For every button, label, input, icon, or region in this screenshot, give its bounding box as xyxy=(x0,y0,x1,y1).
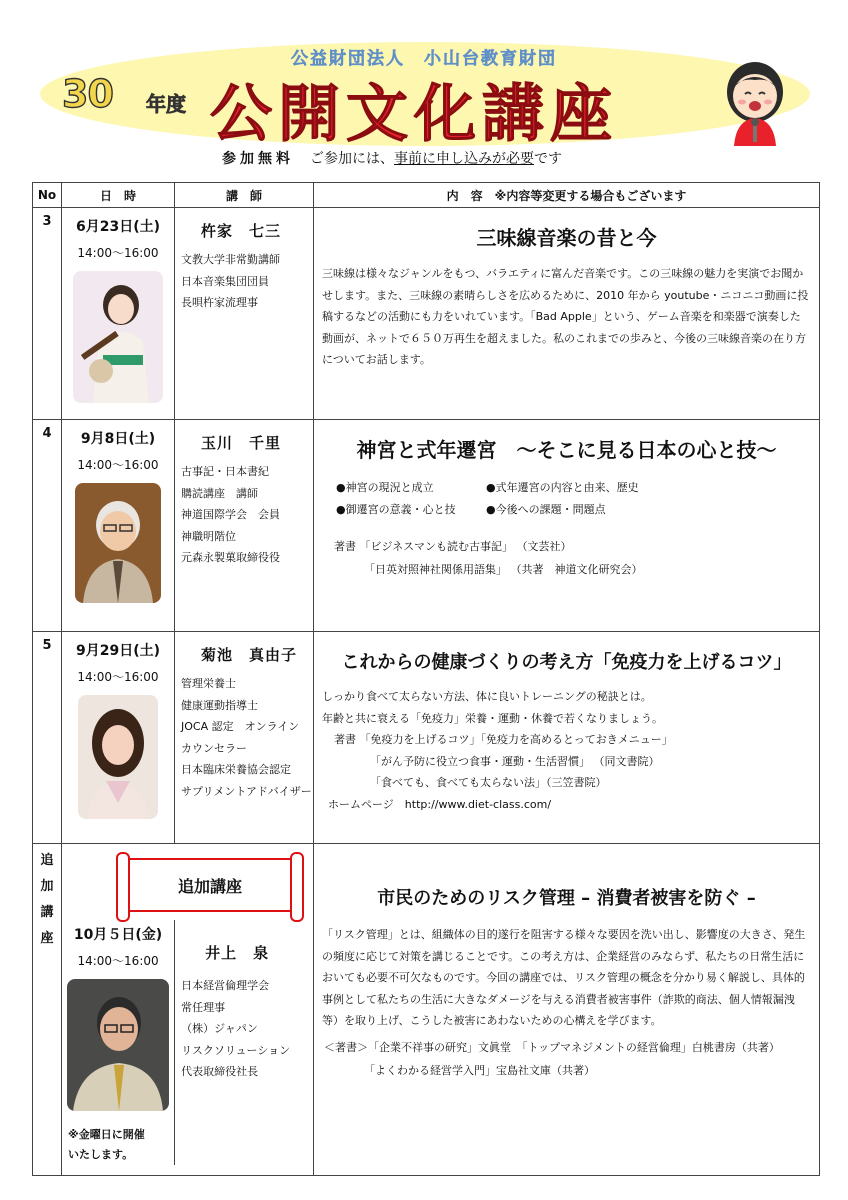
lecture-table xyxy=(32,182,820,1176)
lecture-topic: 三味線音楽の昔と今 xyxy=(476,226,657,250)
lecturer-title-line: 古事記・日本書紀 xyxy=(181,465,269,478)
table-row xyxy=(33,632,820,844)
additional-label-char: 座 xyxy=(40,931,54,946)
table-row xyxy=(33,208,820,420)
lecturer-photo xyxy=(78,695,158,819)
row-number: 3 xyxy=(33,208,62,420)
bullet-item: ●神宮の現況と成立 xyxy=(336,481,434,494)
content-cell xyxy=(314,420,820,632)
lecturer-titles xyxy=(181,673,313,802)
lecture-date: 10月５日(金) xyxy=(73,927,163,943)
lecturer-title-line: （株）ジャパン xyxy=(181,1022,258,1035)
lecturer-title-line: 日本経営倫理学会 xyxy=(181,979,270,992)
date-lecturer-cell xyxy=(62,844,314,1176)
date-cell xyxy=(62,920,175,1165)
year-number: 30 xyxy=(62,72,113,116)
publications xyxy=(314,521,819,581)
description-line: しっかり食べて太らない方法、体に良いトレーニングの秘訣とは。 xyxy=(322,690,652,703)
lecture-time: 14:00～16:00 xyxy=(77,458,159,472)
lecture-topic: これからの健康づくりの考え方「免疫力を上げるコツ」 xyxy=(341,652,792,673)
description-line: 「がん予防に役立つ食事・運動・生活習慣」 （同文書院） xyxy=(370,754,660,768)
description-line: 著書 「免疫力を上げるコツ」「免疫力を高めるとっておきメニュー」 xyxy=(334,733,673,746)
lecturer-cell xyxy=(175,632,314,844)
lecture-date: 9月8日(土) xyxy=(80,431,156,447)
lecture-time: 14:00～16:00 xyxy=(77,670,159,684)
lecturer-title-line: 神道国際学会 会員 xyxy=(181,508,280,521)
notice-text-end: です xyxy=(534,151,562,167)
header-content: 内 容 ※内容等変更する場合もございます xyxy=(314,183,820,208)
header xyxy=(0,0,848,180)
header-date: 日 時 xyxy=(62,183,175,208)
lecture-description: 三味線は様々なジャンルをもつ、バラエティに富んだ音楽です。この三味線の魅力を実演でお聞かせします。また、三味線の素晴らしさを広めるために、2010 年から youtube・ニコニコ動画に投稿するなどの活動にも力をいれています。「Bad Apple」という、ゲーム音楽を和楽器で演奏した動画が、ネットで６５０万再生を超えました。私のこれまでの歩みと、今後の三味線音楽の在り方についてお話します。 xyxy=(322,267,809,366)
notice-required: 事前に申し込みが必要 xyxy=(394,151,534,167)
notice-line xyxy=(222,148,562,168)
lecturer-titles xyxy=(181,461,313,569)
lecture-topic: 神宮と式年遷宮 ～そこに見る日本の心と技～ xyxy=(356,438,777,462)
lecturer-cell xyxy=(175,420,314,632)
row-number: 5 xyxy=(33,632,62,844)
lecturer-title-line: カウンセラー xyxy=(181,741,247,755)
publication-line: 「よくわかる経営学入門」宝島社文庫（共著） xyxy=(364,1063,595,1077)
lecture-description xyxy=(314,674,819,815)
content-cell xyxy=(314,208,820,420)
date-cell xyxy=(62,208,175,420)
header-lecturer: 講 師 xyxy=(175,183,314,208)
publications xyxy=(314,1032,819,1082)
additional-lecture-banner: 追加講座 xyxy=(120,858,300,912)
lecturer-title-line: JOCA 認定 オンライン xyxy=(181,720,300,733)
girl-illustration xyxy=(720,58,790,146)
topic-bullets xyxy=(314,463,819,521)
lecturer-title-line: 代表取締役社長 xyxy=(181,1065,259,1078)
table-row xyxy=(33,420,820,632)
lecturer-title-line: 日本音楽集団団員 xyxy=(181,274,269,288)
lecturer-cell xyxy=(175,912,313,1165)
lecturer-title-line: 管理栄養士 xyxy=(181,677,236,690)
table-row xyxy=(33,844,820,1176)
lecturer-photo xyxy=(73,271,163,403)
lecture-time: 14:00～16:00 xyxy=(77,954,159,968)
lecture-date: 9月29日(土) xyxy=(75,643,161,659)
lecturer-cell xyxy=(175,208,314,420)
lecturer-name: 井上 泉 xyxy=(205,944,270,962)
lecturer-title-line: 購読講座 講師 xyxy=(181,486,258,500)
lecturer-title-line: 長唄杵家流理事 xyxy=(181,296,258,309)
year-suffix: 年度 xyxy=(146,92,186,116)
free-admission: 参加無料 xyxy=(222,151,294,167)
lecturer-name: 菊池 真由子 xyxy=(201,646,298,664)
lecture-date: 6月23日(土) xyxy=(75,219,161,235)
lecturer-name: 杵家 七三 xyxy=(201,222,282,240)
description-line: 年齢と共に衰える「免疫力」栄養・運動・休養で若くなりましょう。 xyxy=(322,711,663,725)
lecture-time: 14:00～16:00 xyxy=(77,246,159,260)
lecturer-name: 玉川 千里 xyxy=(201,434,282,452)
lecturer-title-line: サプリメントアドバイザー xyxy=(181,784,312,798)
notice-text: ご参加には、 xyxy=(310,151,394,167)
lecturer-title-line: リスクソリューション xyxy=(181,1043,291,1057)
publication-line: ＜著書＞「企業不祥事の研究」文眞堂 「トップマネジメントの経営倫理」白桃書房（共著） xyxy=(324,1040,780,1054)
lecturer-title-line: 神職明階位 xyxy=(181,529,236,543)
lecturer-titles xyxy=(181,249,313,314)
friday-note: ※金曜日に開催いたします。 xyxy=(68,1128,145,1161)
date-cell xyxy=(62,420,175,632)
page-title: 公開文化講座 xyxy=(210,77,619,150)
lecturer-titles xyxy=(181,975,313,1083)
bullet-item: ●式年遷宮の内容と由来、歴史 xyxy=(486,481,639,494)
lecturer-title-line: 健康運動指導士 xyxy=(181,698,258,712)
organization-name: 公益財団法人 小山台教育財団 xyxy=(291,49,557,69)
additional-label-char: 講 xyxy=(40,905,54,920)
row-number: 4 xyxy=(33,420,62,632)
publication-line: 著書 「ビジネスマンも読む古事記」 （文芸社） xyxy=(334,540,572,553)
content-cell xyxy=(314,632,820,844)
additional-label-char: 加 xyxy=(40,879,54,894)
lecturer-title-line: 文教大学非常勤講師 xyxy=(181,253,280,266)
row-number xyxy=(33,844,62,1176)
date-cell xyxy=(62,632,175,844)
table-header-row xyxy=(33,183,820,208)
description-line: 「食べても、食べても太らない法」（三笠書院） xyxy=(370,776,607,789)
lecturer-photo xyxy=(75,483,161,603)
lecturer-title-line: 元森永製菓取締役役 xyxy=(181,551,280,564)
description-line: ホームページ http://www.diet-class.com/ xyxy=(328,797,552,811)
additional-label-char: 追 xyxy=(40,853,54,868)
lecture-topic: 市民のためのリスク管理 – 消費者被害を防ぐ – xyxy=(377,888,756,909)
bullet-item: ●今後への課題・問題点 xyxy=(486,503,606,516)
header-no: No xyxy=(33,183,62,208)
additional-label xyxy=(33,844,61,952)
lecturer-title-line: 常任理事 xyxy=(181,1000,226,1014)
lecture-description: 「リスク管理」とは、組織体の目的遂行を阻害する様々な要因を洗い出し、影響度の大きさ、発生の頻度に応じて対策を講じることです。この考え方は、企業経営のみならず、私たちの日常生活においても必要不可欠なものです。今回の講座では、リスク管理の概念を分かり易く解説し、具体的事例として私たちの生活に大きなダメージを与える消費者被害事件（詐欺的商法、個人情報漏洩等）を取り上げ、こうした被害にあわないための心構えを学びます。 xyxy=(322,928,806,1027)
lecturer-photo xyxy=(67,979,169,1111)
publication-line: 「日英対照神社関係用語集」 （共著 神道文化研究会） xyxy=(364,563,643,576)
bullet-item: ●御遷宮の意義・心と技 xyxy=(336,503,456,516)
content-cell xyxy=(314,844,820,1176)
lecturer-title-line: 日本臨床栄養協会認定 xyxy=(181,763,291,776)
